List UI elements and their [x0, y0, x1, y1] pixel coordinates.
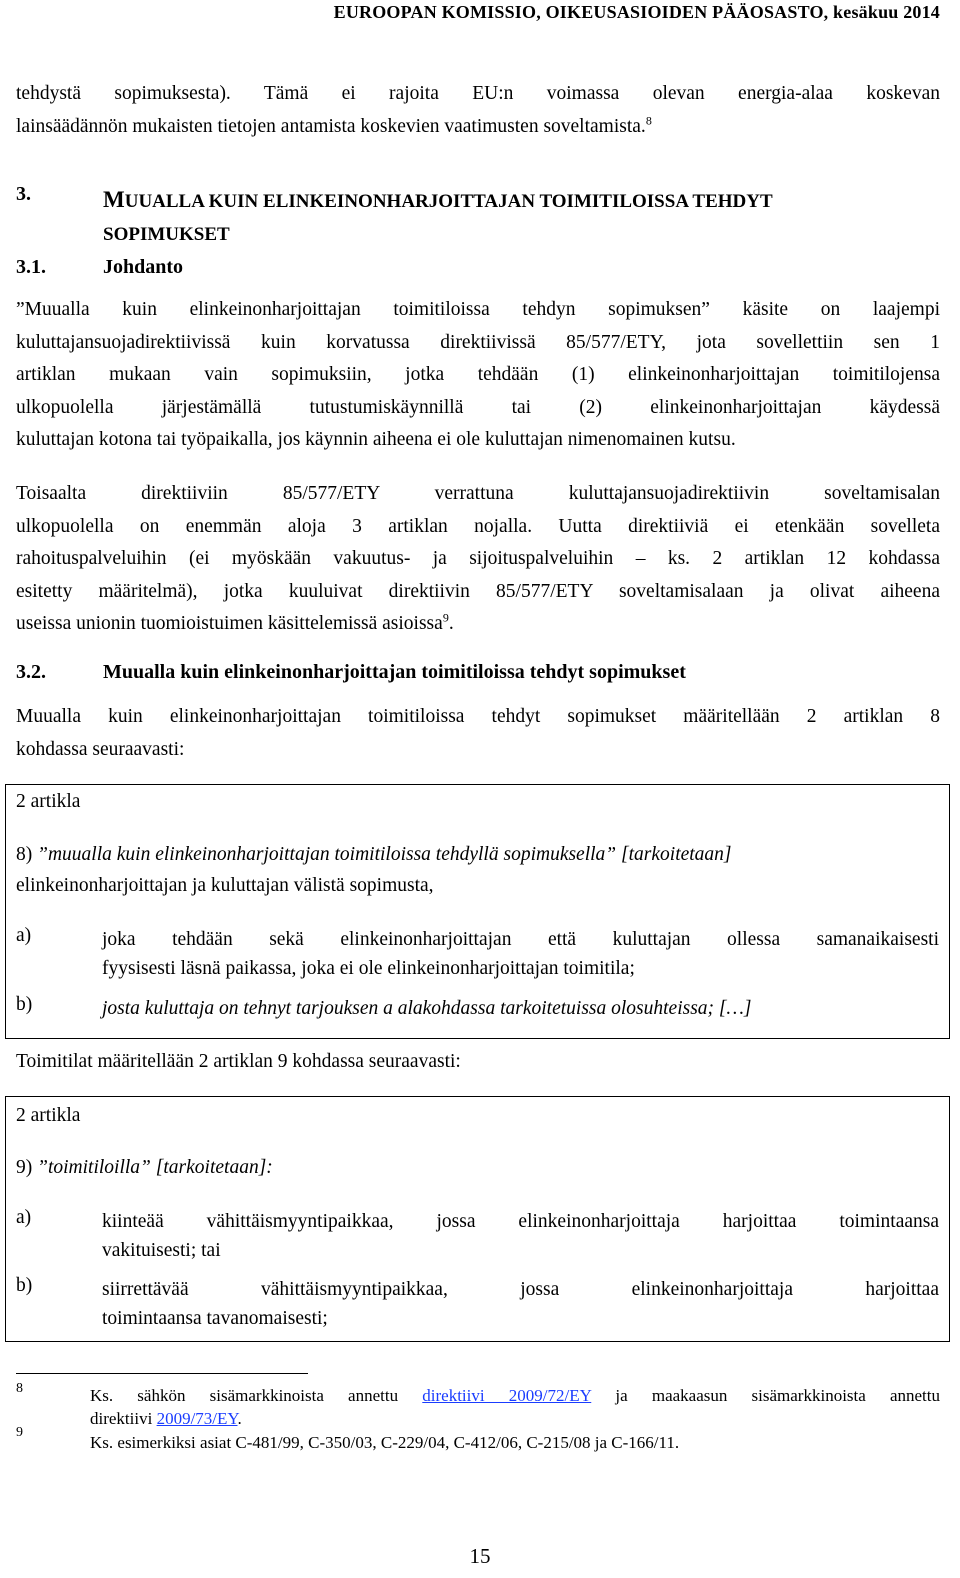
- definition-term: ”muualla kuin elinkeinonharjoittajan toimitiloissa tehdyllä sopimuksella” [tarkoitetaan]: [37, 844, 732, 865]
- definition-number: 8): [16, 844, 33, 865]
- paragraph-line: ulkopuolella järjestämällä tutustumiskäynnillä tai (2) elinkeinonharjoittajan käydessä: [16, 396, 940, 418]
- paragraph-line: kohdassa seuraavasti:: [16, 738, 185, 760]
- item-text-b: josta kuluttaja on tehnyt tarjouksen a alakohdassa tarkoitetuissa olosuhteissa; […]: [102, 998, 752, 1019]
- item-line: vakituisesti; tai: [102, 1240, 221, 1261]
- page-header: EUROOPAN KOMISSIO, OIKEUSASIOIDEN PÄÄOSASTO, kesäkuu 2014: [333, 2, 940, 22]
- footnote-text: ja maakaasun sisämarkkinoista annettu: [615, 1386, 941, 1405]
- paragraph-text: useissa unionin tuomioistuimen käsittelemissä asioissa: [16, 613, 443, 634]
- paragraph-line: ”Muualla kuin elinkeinonharjoittajan toimitiloissa tehdyn sopimuksen” käsite on laajempi: [16, 299, 940, 320]
- paragraph-text: lainsäädännön mukaisten tietojen antamista koskevien vaatimusten soveltamista.: [16, 115, 646, 137]
- item-line: joka tehdään sekä elinkeinonharjoittajan että kuluttajan ollessa samanaikaisesti: [102, 929, 939, 950]
- paragraph-line: rahoituspalveluihin (ei myöskään vakuutus- ja sijoituspalveluihin – ks. 2 artiklan 12 kohdassa: [16, 548, 940, 569]
- paragraph-line: Toisaalta direktiiviin 85/577/ETY verrattuna kuluttajansuojadirektiivin soveltamisalan: [16, 483, 940, 504]
- item-line: fyysisesti läsnä paikassa, joka ei ole elinkeinonharjoittajan toimitila;: [102, 958, 635, 979]
- item-letter-a: a): [16, 1207, 32, 1228]
- item-text-a: [102, 925, 939, 983]
- definition-number: 9): [16, 1157, 33, 1178]
- section-3-number: 3.: [16, 183, 31, 205]
- footnote-text: Ks. sähkön sisämarkkinoista annettu: [90, 1386, 399, 1405]
- paragraph-line: kuluttajan kotona tai työpaikalla, jos käynnin aiheena ei ole kuluttajan nimenomainen kutsu.: [16, 429, 736, 450]
- footnote-number-8: 8: [16, 1381, 23, 1396]
- section-3-2-title: Muualla kuin elinkeinonharjoittajan toimitiloissa tehdyt sopimukset: [103, 661, 686, 683]
- page-number: 15: [469, 1544, 491, 1568]
- paragraph-line: artiklan mukaan vain sopimuksiin, jotka tehdään (1) elinkeinonharjoittajan toimitilojensa: [16, 364, 940, 385]
- paragraph-line: Muualla kuin elinkeinonharjoittajan toimitiloissa tehdyt sopimukset määritellään 2 artiklan 8: [16, 706, 940, 727]
- paragraph-line: kuluttajansuojadirektiivissä kuin korvatussa direktiivissä 85/577/ETY, jota sovellettiin sen 1: [16, 331, 940, 353]
- footnote-8-text: [90, 1384, 940, 1430]
- section-3-2-number: 3.2.: [16, 661, 46, 683]
- item-letter-b: b): [16, 994, 33, 1015]
- box-article-title: 2 artikla: [16, 1105, 81, 1126]
- paragraph-line: [16, 608, 940, 641]
- footnote-ref-9: 9: [442, 610, 449, 625]
- footnote-number-9: 9: [16, 1425, 23, 1440]
- section-3-title: [103, 183, 941, 251]
- item-letter-a: a): [16, 925, 32, 946]
- footnote-text: .: [237, 1409, 242, 1428]
- footnote-line: [90, 1384, 940, 1407]
- paragraph-line: tehdystä sopimuksesta). Tämä ei rajoita EU:n voimassa olevan energia-alaa koskevan: [16, 83, 940, 104]
- paragraph-end: .: [448, 613, 454, 634]
- paragraph-line: [16, 111, 940, 144]
- section-3-1-title: Johdanto: [103, 256, 184, 278]
- footnote-separator: [16, 1373, 308, 1374]
- title-text-line2: SOPIMUKSET: [103, 224, 230, 245]
- item-letter-b: b): [16, 1275, 33, 1296]
- definition-intro-paragraph: [16, 701, 940, 766]
- link-directive-2009-73[interactable]: 2009/73/EY: [156, 1409, 238, 1428]
- box-definition-line: [16, 1153, 940, 1182]
- section-3-1-number: 3.1.: [16, 256, 46, 278]
- intro-paragraph-2: [16, 478, 940, 641]
- definition-term: ”toimitiloilla” [tarkoitetaan]:: [37, 1157, 273, 1178]
- title-text: UUALLA KUIN ELINKEINONHARJOITTAJAN TOIMITILOISSA TEHDYT: [124, 191, 773, 212]
- intro-paragraph-1: [16, 294, 940, 457]
- box-article-title: 2 artikla: [16, 791, 81, 812]
- item-line: toimintaansa tavanomaisesti;: [102, 1308, 328, 1329]
- item-text-a: [102, 1207, 939, 1265]
- item-line: siirrettävää vähittäismyyntipaikkaa, jossa elinkeinonharjoittaja harjoittaa: [102, 1279, 939, 1300]
- footnote-line: [90, 1407, 940, 1430]
- footnote-9-text: Ks. esimerkiksi asiat C-481/99, C-350/03, C-229/04, C-412/06, C-215/08 ja C-166/11.: [90, 1433, 680, 1452]
- footnote-text: direktiivi: [90, 1409, 153, 1428]
- item-text-b: [102, 1275, 939, 1333]
- box-definition-cont: elinkeinonharjoittajan ja kuluttajan välistä sopimusta,: [16, 875, 434, 896]
- item-line: kiinteää vähittäismyyntipaikkaa, jossa elinkeinonharjoittaja harjoittaa toimintaansa: [102, 1211, 939, 1232]
- paragraph-line: esitetty määritelmä), jotka kuuluivat direktiivin 85/577/ETY soveltamisalaan ja olivat aiheena: [16, 580, 940, 602]
- paragraph-line: ulkopuolella on enemmän aloja 3 artiklan nojalla. Uutta direktiiviä ei etenkään sovelleta: [16, 515, 940, 537]
- title-initial: M: [103, 187, 125, 212]
- link-directive-2009-72[interactable]: direktiivi 2009/72/EY: [422, 1386, 592, 1405]
- footnote-ref-8: 8: [645, 113, 652, 127]
- continuation-paragraph: [16, 78, 940, 143]
- box-definition-line: [16, 840, 940, 869]
- premises-intro-paragraph: Toimitilat määritellään 2 artiklan 9 kohdassa seuraavasti:: [16, 1051, 461, 1072]
